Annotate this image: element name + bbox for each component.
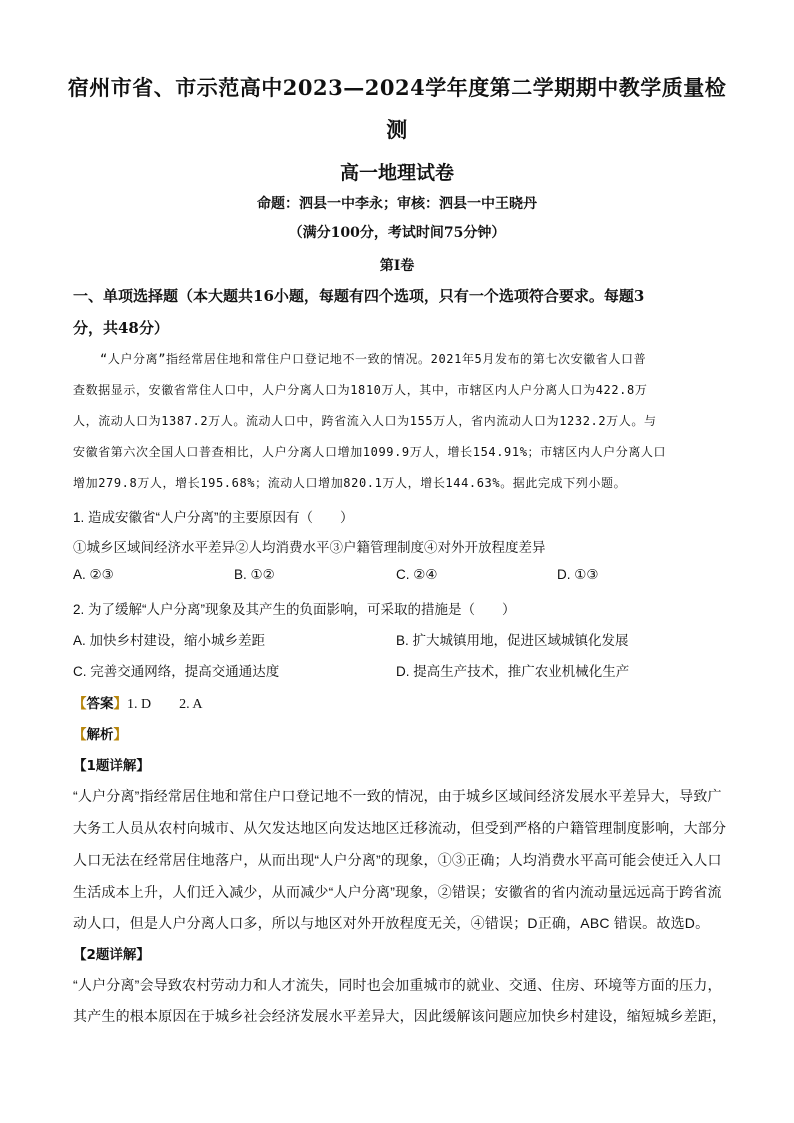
detail-2-heading: 【2题详解】 (73, 947, 150, 963)
section-heading-line1: 一、单项选择题（本大题共16小题，每题有四个选项，只有一个选项符合要求。每题3 (73, 287, 645, 305)
detail-1-line-2: 大务工人员从农村向城市、从欠发达地区向发达地区迁移流动，但受到严格的户籍管理制度影响，大部分 (73, 820, 727, 836)
passage-line-2: 查数据显示，安徽省常住人口中，人户分离人口为1810万人，其中，市辖区内人户分离人口为422.8万 (73, 383, 648, 397)
analysis-tag: 【解析】 (73, 727, 127, 743)
volume-label: 第Ⅰ卷 (379, 258, 415, 274)
passage-line-3: 人，流动人口为1387.2万人。流动人口中，跨省流入人口为155万人，省内流动人口为1232.2万人。与 (73, 414, 657, 428)
question-1-items: ①城乡区域间经济水平差异②人均消费水平③户籍管理制度④对外开放程度差异 (73, 540, 546, 555)
detail-1-line-3: 人口无法在经常居住地落户，从而出现“人户分离”的现象，①③正确；人均消费水平高可能会使迁入人口 (73, 852, 722, 868)
passage-line-1: “人户分离”指经常居住地和常住户口登记地不一致的情况。2021年5月发布的第七次安徽省人口普 (100, 352, 647, 366)
section-heading-line2: 分，共48分） (73, 319, 169, 337)
q1-option-d: D. ①③ (557, 567, 599, 582)
q2-option-b: B. 扩大城镇用地，促进区域城镇化发展 (396, 633, 629, 648)
detail-2-line-1: “人户分离”会导致农村劳动力和人才流失，同时也会加重城市的就业、交通、住房、环境等方面的压力， (73, 977, 722, 993)
analysis-row (73, 723, 723, 743)
q1-option-c: C. ②④ (396, 567, 438, 582)
exam-subtitle: 高一地理试卷 (339, 162, 454, 184)
q1-option-b: B. ①② (234, 567, 275, 582)
exam-title-line2: 测 (386, 117, 408, 142)
detail-1-line-4: 生活成本上升，人们迁入减少，从而减少“人户分离”现象，②错误；安徽省的省内流动量远远高于跨省流 (73, 884, 722, 900)
q2-option-a: A. 加快乡村建设，缩小城乡差距 (73, 633, 266, 648)
exam-authors: 命题：泗县一中李永；审核：泗县一中王晓丹 (257, 196, 537, 212)
answer-text: 1. D 2. A (127, 697, 203, 712)
exam-title-line1: 宿州市省、市示范高中2023—2024学年度第二学期期中教学质量检 (67, 75, 727, 100)
answer-row (73, 692, 723, 713)
passage-line-5: 增加279.8万人，增长195.68%；流动人口增加820.1万人，增长144.63%。据此完成下列小题。 (73, 476, 627, 490)
answer-tag: 【答案】 (73, 696, 127, 712)
q2-option-c: C. 完善交通网络，提高交通通达度 (73, 664, 280, 679)
detail-1-line-5: 动人口，但是人户分离人口多，所以与地区对外开放程度无关，④错误；D正确，ABC 错误。故选D。 (73, 915, 710, 931)
score-time-note: （满分100分，考试时间75分钟） (288, 225, 506, 241)
detail-2-line-2: 其产生的根本原因在于城乡社会经济发展水平差异大，因此缓解该问题应加快乡村建设，缩短城乡差距， (73, 1008, 727, 1024)
passage-line-4: 安徽省第六次全国人口普查相比，人户分离人口增加1099.9万人，增长154.91%；市辖区内人户分离人口 (73, 445, 667, 459)
question-2-stem: 2. 为了缓解“人户分离”现象及其产生的负面影响，可采取的措施是（ ） (73, 602, 516, 617)
detail-1-heading: 【1题详解】 (73, 758, 150, 774)
question-1-stem: 1. 造成安徽省“人户分离”的主要原因有（ ） (73, 510, 354, 525)
detail-1-line-1: “人户分离”指经常居住地和常住户口登记地不一致的情况，由于城乡区域间经济发展水平差异大，导致广 (73, 788, 722, 804)
q2-option-d: D. 提高生产技术，推广农业机械化生产 (396, 664, 630, 679)
q1-option-a: A. ②③ (73, 567, 114, 582)
